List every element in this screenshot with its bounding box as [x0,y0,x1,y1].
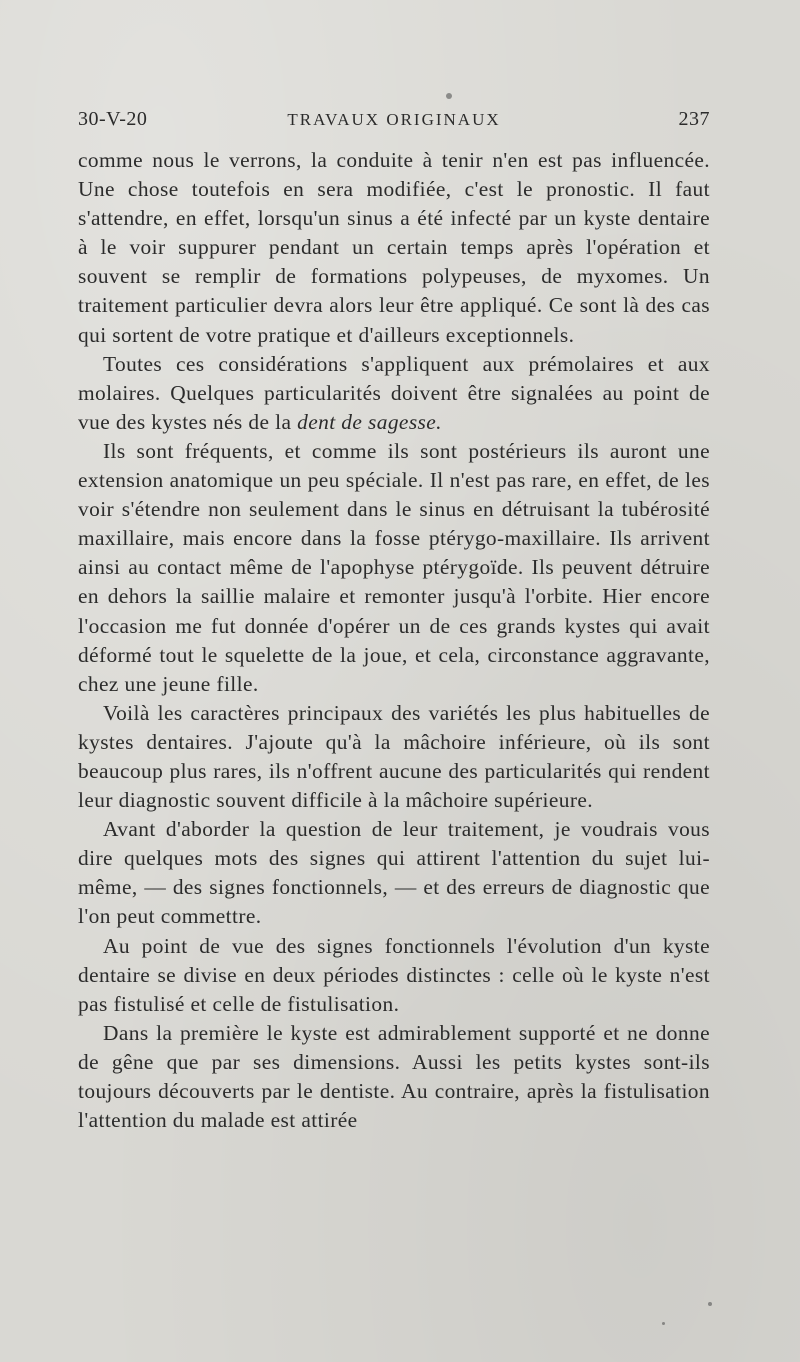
paragraph-text: Ils sont fréquents, et comme ils sont postérieurs ils auront une extension anatomique un peu spéciale. Il n'est pas rare, en effet, de les voir s'étendre non seulement dans le sinus en détruisant la tubérosité maxillaire, mais encore dans la fosse ptérygo-maxillaire. Ils arrivent ainsi au contact même de l'apophyse ptérygoïde. Ils peuvent détruire en dehors la saillie malaire et remonter jusqu'à l'orbite. Hier encore l'occasion me fut donnée d'opérer un de ces grands kystes qui avait déformé tout le squelette de la joue, et cela, circonstance aggravante, chez une jeune fille. [78,438,710,696]
paragraph-6 [78,932,710,1019]
paragraph-3 [78,437,710,699]
body-text [78,146,710,1135]
running-header [78,108,710,138]
page-number: 237 [678,108,710,130]
paragraph-text: Voilà les caractères principaux des variétés les plus habituelles de kystes dentaires. J'ajoute qu'à la mâchoire inférieure, où ils sont beaucoup plus rares, ils n'offrent aucune des particularités qui rendent leur diagnostic souvent difficile à la mâchoire supérieure. [78,700,710,813]
paragraph-4 [78,699,710,815]
paragraph-text: Au point de vue des signes fonctionnels l'évolution d'un kyste dentaire se divise en deux périodes distinctes : celle où le kyste n'est pas fistulisé et celle de fistulisation. [78,933,710,1016]
paragraph-text: Toutes ces considérations s'appliquent aux prémolaires et aux molaires. Quelques particularités doivent être signalées au point de vue des kystes nés de la [78,351,710,434]
paragraph-5 [78,815,710,931]
paragraph-text: Dans la première le kyste est admirablement supporté et ne donne de gêne que par ses dimensions. Aussi les petits kystes sont-ils toujours découverts par le dentiste. Au contraire, après la fistulisation l'attention du malade est attirée [78,1020,710,1133]
print-speck [708,1302,712,1306]
paragraph-7 [78,1019,710,1135]
running-title: TRAVAUX ORIGINAUX [287,110,501,129]
italic-term: dent de sagesse. [297,409,442,434]
paragraph-text: comme nous le verrons, la conduite à tenir n'en est pas influencée. Une chose toutefois en sera modifiée, c'est le pronostic. Il faut s'attendre, en effet, lorsqu'un sinus a été infecté par un kyste dentaire à le voir suppurer pendant un certain temps après l'opération et souvent se remplir de formations polypeuses, de myxomes. Un traitement particulier devra alors leur être appliqué. Ce sont là des cas qui sortent de votre pratique et d'ailleurs exceptionnels. [78,148,710,347]
date-reference: 30-V-20 [78,108,148,130]
paragraph-1 [78,146,710,350]
print-speck [662,1322,665,1325]
paragraph-2 [78,350,710,437]
paragraph-text: Avant d'aborder la question de leur traitement, je voudrais vous dire quelques mots des signes qui attirent l'attention du sujet lui-même, — des signes fonctionnels, — et des erreurs de diagnostic que l'on peut commettre. [78,817,710,929]
print-speck [446,93,452,99]
